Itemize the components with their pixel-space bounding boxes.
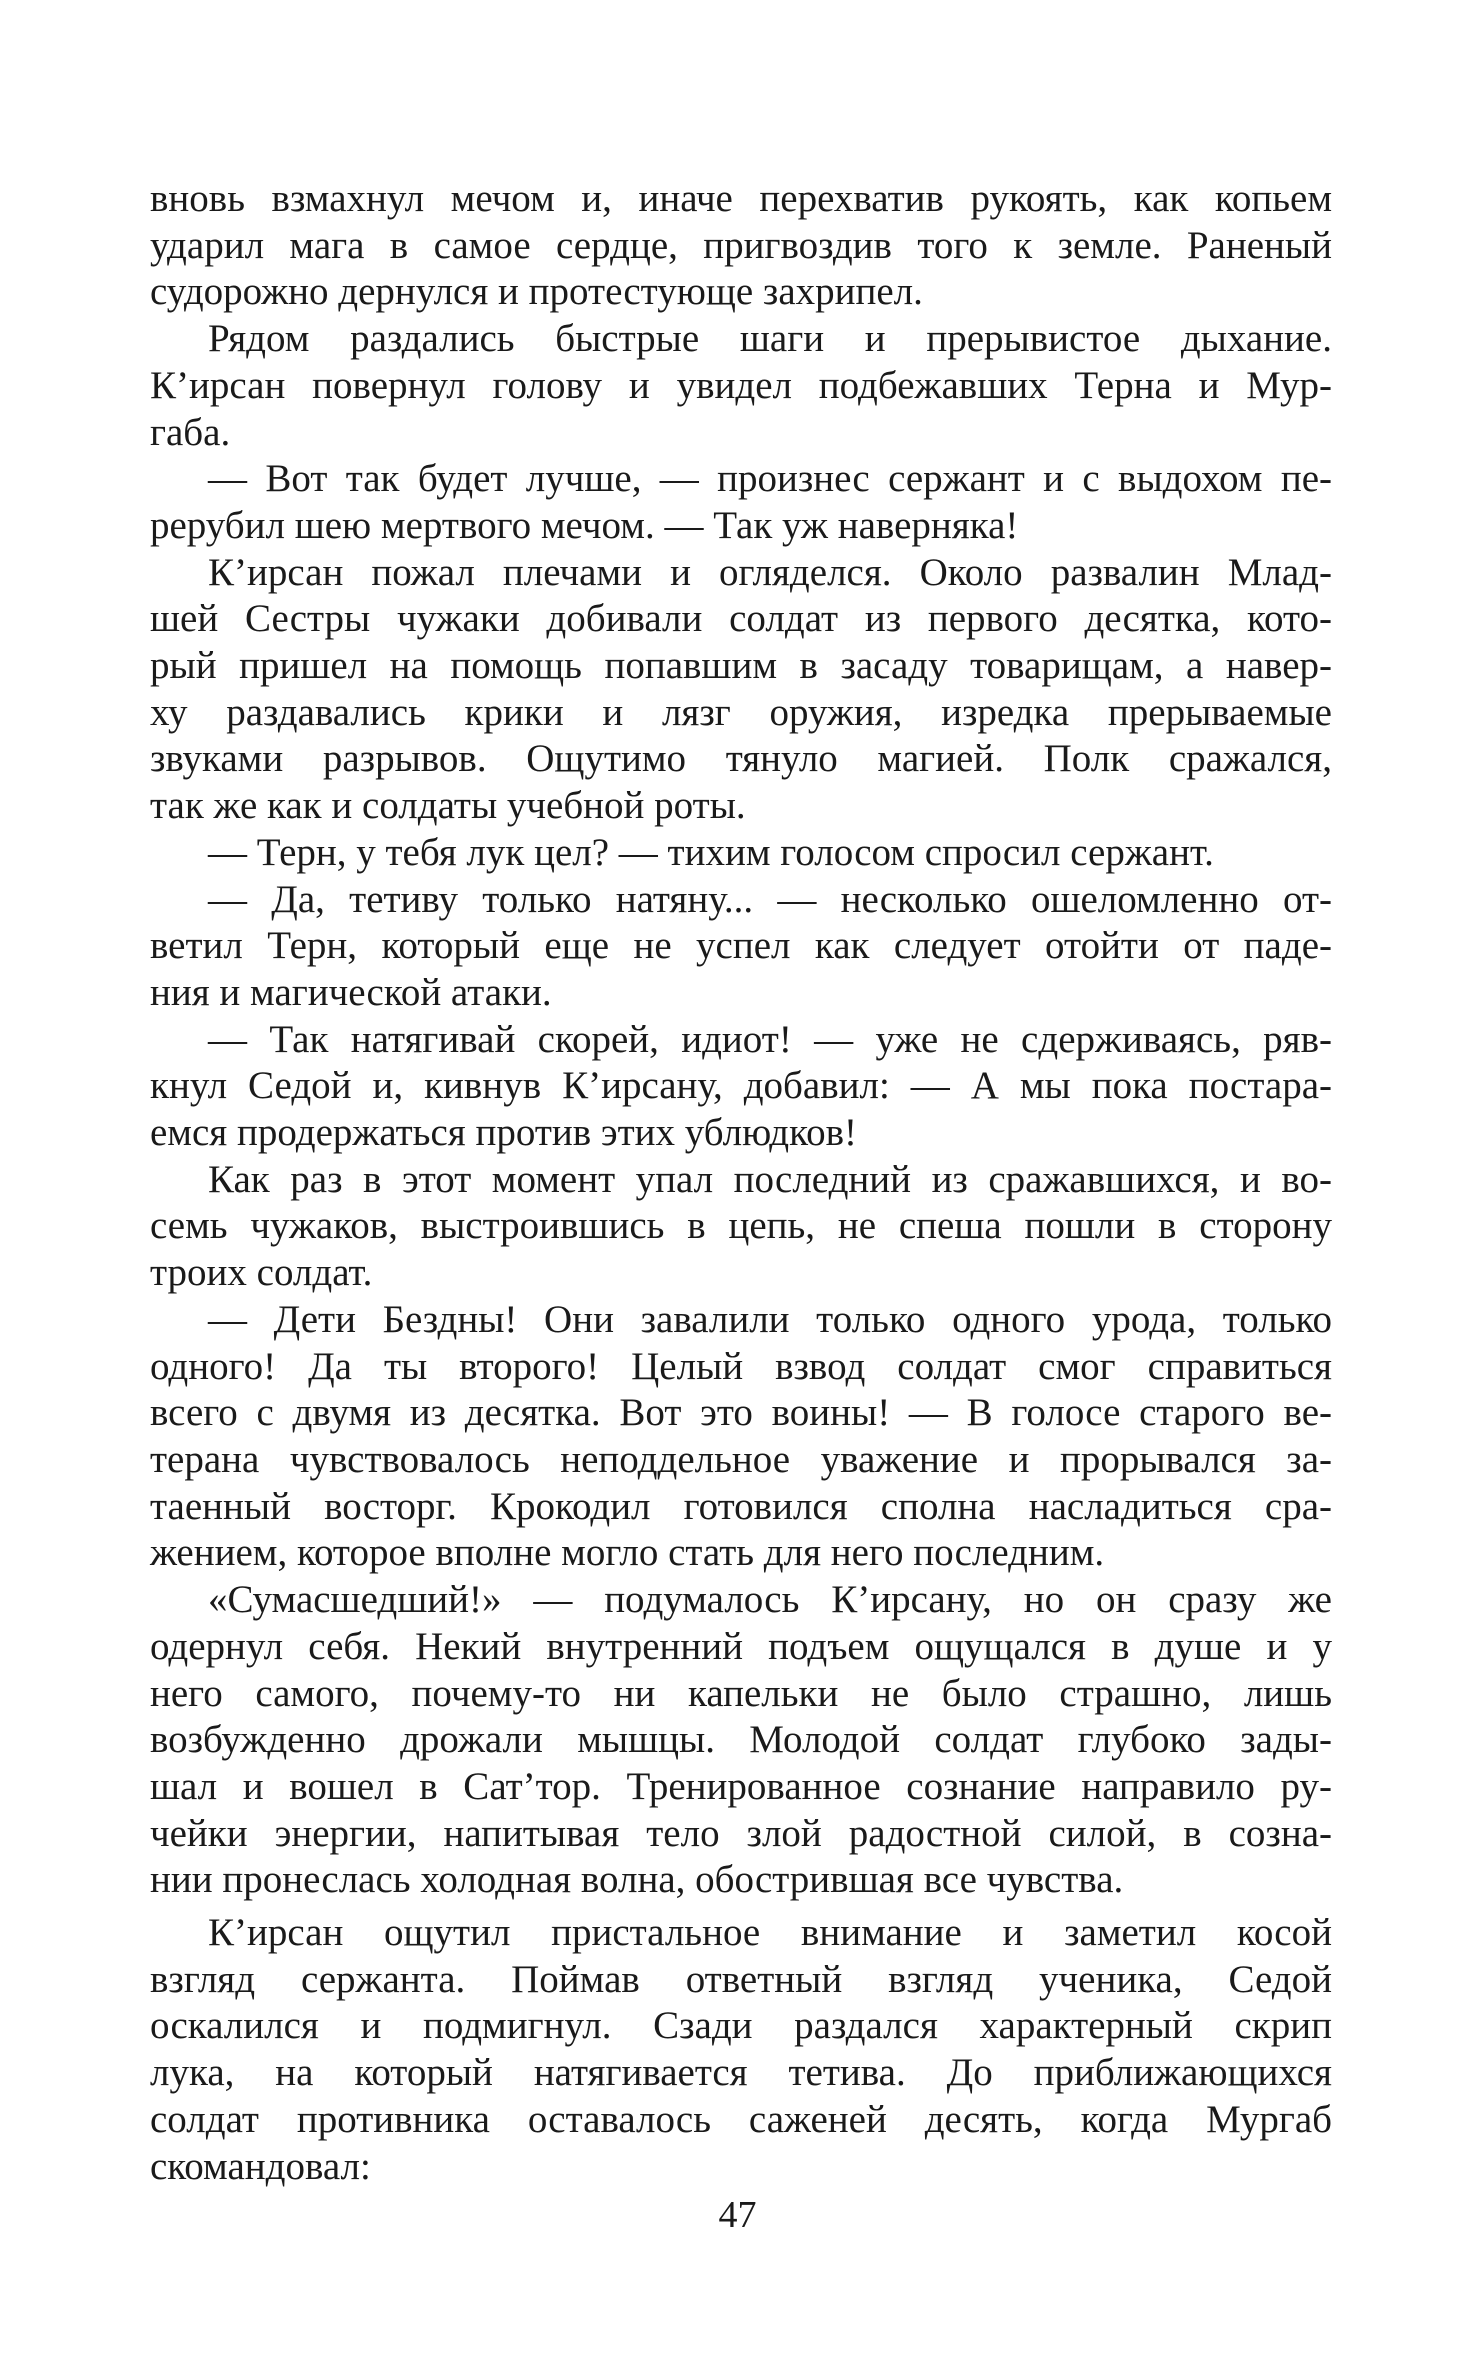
text-line: одного! Да ты второго! Целый взвод солдат смог справиться [150,1344,1332,1388]
text-line: троих солдат. [150,1251,373,1295]
paragraph [150,456,1332,549]
text-line: емся продержаться против этих ублюдков! [150,1111,857,1155]
paragraph [150,1577,1332,1904]
text-line: оскалился и подмигнул. Сзади раздался характерный скрип [150,2004,1332,2048]
text-line: него самого, почему-то ни капельки не было страшно, лишь [150,1671,1332,1715]
text-line: — Дети Бездны! Они завалили только одного урода, только [208,1297,1332,1341]
body-text [150,176,1332,2190]
paragraph [150,830,1332,877]
text-line: взгляд сержанта. Поймав ответный взгляд ученика, Седой [150,1957,1332,2001]
text-line: Как раз в этот момент упал последний из сражавшихся, и во- [208,1157,1332,1201]
text-line: скомандовал: [150,2144,371,2188]
paragraph [150,877,1332,1017]
text-line: К’ирсан ощутил пристальное внимание и заметил косой [208,1911,1332,1955]
text-line: ху раздавались крики и лязг оружия, изредка прерываемые [150,690,1332,734]
text-line: — Так натягивай скорей, идиот! — уже не сдерживаясь, ряв- [208,1017,1332,1061]
text-line: — Да, тетиву только натяну... — несколько ошеломленно от- [208,877,1332,921]
text-line: шей Сестры чужаки добивали солдат из первого десятка, кото- [150,597,1332,641]
text-line: — Вот так будет лучше, — произнес сержант и с выдохом пе- [208,457,1332,501]
paragraph [150,316,1332,456]
text-line: Рядом раздались быстрые шаги и прерывистое дыхание. [208,317,1332,361]
text-line: К’ирсан повернул голову и увидел подбежавших Терна и Мур- [150,363,1332,407]
text-line: жением, которое вполне могло стать для него последним. [150,1531,1105,1575]
text-line: так же как и солдаты учебной роты. [150,784,746,828]
text-line: вновь взмахнул мечом и, иначе перехватив рукоять, как копьем [150,177,1332,220]
paragraph [150,1910,1332,2190]
text-line: таенный восторг. Крокодил готовился сполна насладиться сра- [150,1484,1332,1528]
text-line: К’ирсан пожал плечами и огляделся. Около развалин Млад- [208,550,1332,594]
text-line: терана чувствовалось неподдельное уважение и прорывался за- [150,1437,1332,1481]
paragraph [150,1297,1332,1577]
paragraph [150,176,1332,316]
text-line: ударил мага в самое сердце, пригвоздив того к земле. Раненый [150,223,1332,267]
text-line: всего с двумя из десятка. Вот это воины! — В голосе старого ве- [150,1391,1332,1435]
text-line: — Терн, у тебя лук цел? — тихим голосом спросил сержант. [208,830,1214,874]
paragraph [150,550,1332,830]
text-line: лука, на который натягивается тетива. До приближающихся [150,2051,1332,2095]
paragraph [150,1157,1332,1297]
page-number: 47 [718,2194,757,2236]
text-line: «Сумасшедший!» — подумалось К’ирсану, но он сразу же [208,1578,1332,1622]
text-line: рерубил шею мертвого мечом. — Так уж наверняка! [150,503,1019,547]
text-line: одернул себя. Некий внутренний подъем ощущался в душе и у [150,1624,1332,1668]
text-line: габа. [150,410,231,454]
text-line: ветил Терн, который еще не успел как следует отойти от паде- [150,924,1332,968]
text-line: ния и магической атаки. [150,970,552,1014]
text-line: возбужденно дрожали мышцы. Молодой солдат глубоко зады- [150,1718,1332,1762]
text-line: судорожно дернулся и протестующе захрипел. [150,270,923,314]
text-line: кнул Седой и, кивнув К’ирсану, добавил: — А мы пока постара- [150,1064,1332,1108]
text-line: звуками разрывов. Ощутимо тянуло магией. Полк сражался, [150,737,1332,781]
text-line: рый пришел на помощь попавшим в засаду товарищам, а навер- [150,644,1332,688]
text-line: солдат противника оставалось саженей десять, когда Мургаб [150,2097,1332,2141]
text-line: шал и вошел в Сат’тор. Тренированное сознание направило ру- [150,1764,1332,1808]
text-line: нии пронеслась холодная волна, обострившая все чувства. [150,1858,1124,1902]
text-line: семь чужаков, выстроившись в цепь, не спеша пошли в сторону [150,1204,1332,1248]
paragraph [150,1017,1332,1157]
text-line: чейки энергии, напитывая тело злой радостной силой, в созна- [150,1811,1332,1855]
